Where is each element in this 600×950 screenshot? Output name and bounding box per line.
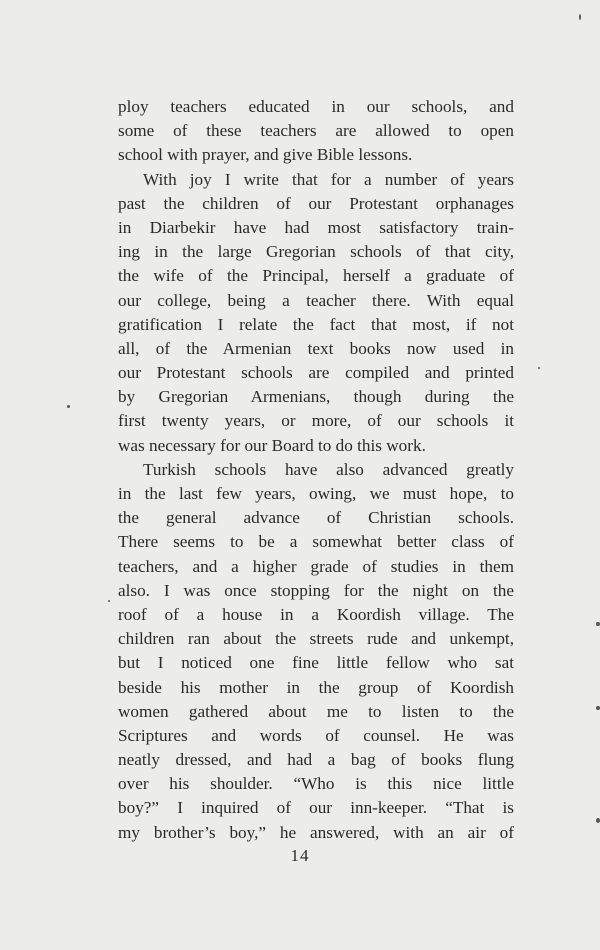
text-line: roof of a house in a Koordish village. The (118, 604, 514, 624)
paper-speck (108, 600, 110, 602)
text-line: boy?” I inquired of our inn-keeper. “That is (118, 798, 514, 818)
text-line: by Gregorian Armenians, though during the (118, 387, 514, 407)
text-line: Scriptures and words of counsel. He was (118, 725, 514, 745)
body-text (118, 95, 514, 845)
paper-speck (596, 706, 600, 710)
text-line: gratification I relate the fact that most, if not (118, 314, 514, 334)
text-line: There seems to be a somewhat better class of (118, 532, 514, 552)
text-line: was necessary for our Board to do this work. (118, 435, 426, 455)
text-line: children ran about the streets rude and unkempt, (118, 629, 514, 649)
paper-speck (579, 14, 581, 20)
paper-speck (596, 818, 600, 823)
page-number: 14 (290, 846, 310, 865)
text-line: our college, being a teacher there. With equal (118, 290, 514, 310)
paper-speck (596, 622, 600, 626)
text-line: my brother’s boy,” he answered, with an air of (118, 822, 514, 842)
text-line: our Protestant schools are compiled and printed (118, 363, 514, 383)
paper-speck (538, 367, 540, 369)
paragraph-start-line: Turkish schools have also advanced greatly (143, 459, 514, 479)
text-line: ploy teachers educated in our schools, and (118, 97, 514, 116)
text-line: beside his mother in the group of Koordish (118, 677, 514, 697)
text-line: school with prayer, and give Bible lessons. (118, 145, 413, 165)
text-line: past the children of our Protestant orphanages (118, 193, 514, 213)
text-line: over his shoulder. “Who is this nice little (118, 774, 514, 794)
text-line: the wife of the Principal, herself a graduate of (118, 266, 514, 286)
text-line: all, of the Armenian text books now used in (118, 338, 514, 358)
text-line: neatly dressed, and had a bag of books flung (118, 750, 514, 770)
text-line: also. I was once stopping for the night on the (118, 580, 514, 600)
text-line: some of these teachers are allowed to open (118, 121, 514, 141)
paragraph-start-line: With joy I write that for a number of years (143, 169, 514, 189)
paper-speck (67, 405, 70, 408)
text-line: in Diarbekir have had most satisfactory train- (118, 217, 514, 237)
text-line: first twenty years, or more, of our schools it (118, 411, 514, 431)
text-line: teachers, and a higher grade of studies in them (118, 556, 514, 576)
text-line: in the last few years, owing, we must hope, to (118, 484, 514, 503)
text-line: the general advance of Christian schools. (118, 508, 514, 528)
text-line: but I noticed one fine little fellow who sat (118, 653, 514, 673)
text-line: ing in the large Gregorian schools of that city, (118, 242, 514, 262)
text-line: women gathered about me to listen to the (118, 701, 514, 721)
